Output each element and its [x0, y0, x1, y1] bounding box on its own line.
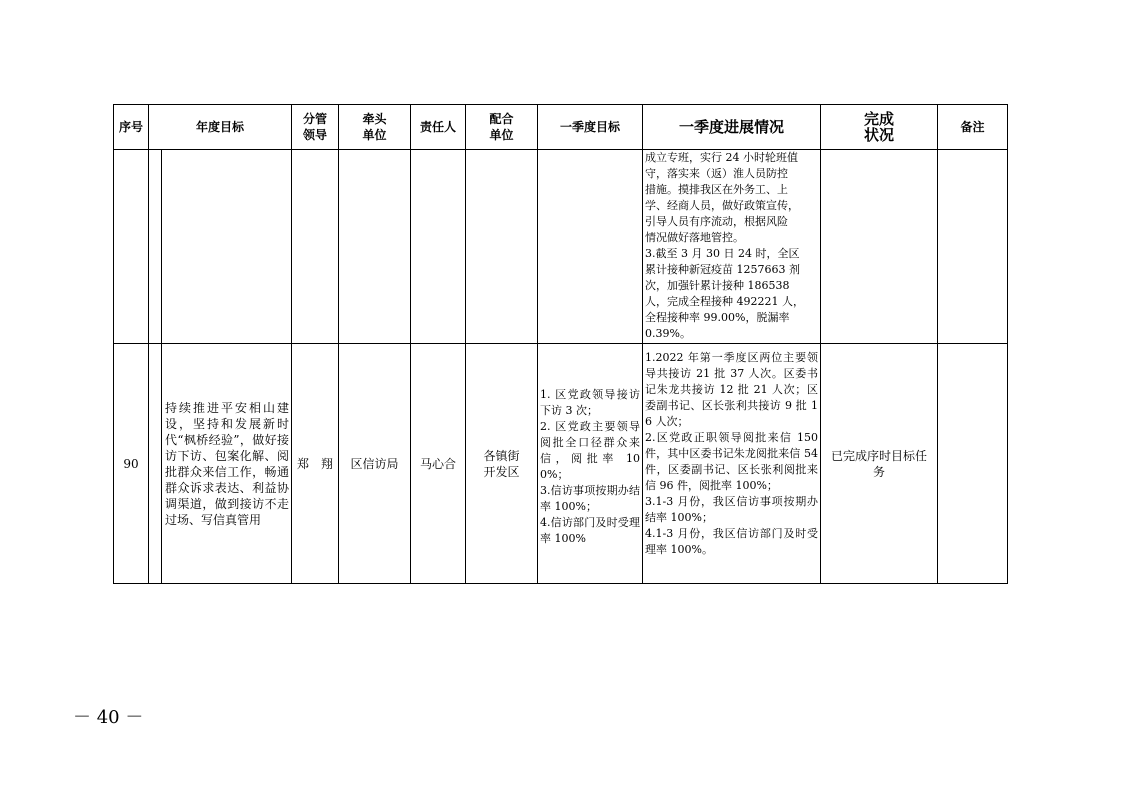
seq-cell: 90 [114, 344, 149, 584]
annual-goal-text: 持续推进平安相山建设，坚持和发展新时代“枫桥经验”，做好接访下访、包案化解、阅批群众来信工作，畅通群众诉求表达、利益协调渠道，做到接访不走过场、写信真管用 [165, 400, 289, 527]
coop-unit-cell [466, 150, 538, 344]
header-q1-progress: 一季度进展情况 [643, 105, 821, 150]
annual-goal-cell [149, 150, 292, 344]
header-q1-goal: 一季度目标 [538, 105, 643, 150]
page-number: － 40 － [73, 707, 144, 728]
header-annual-goal: 年度目标 [149, 105, 292, 150]
progress-text: 成立专班，实行 24 小时轮班值 守，落实来（返）淮人员防控 措施。摸排我区在外务工、上 学、经商人员，做好政策宣传， 引导人员有序流动，根据风险 情况做好落地管控。 3.截至 3 月 30 日 24 时，全区 累计接种新冠疫苗 1257663 剂 次，加强针累计接种 186538 人，完成全程接种 492221 人， 全程接种率 99.00%，脱漏率 0.39%。 [645, 151, 804, 340]
remark-cell [938, 150, 1008, 344]
header-owner: 责任人 [411, 105, 466, 150]
lead-unit-cell [339, 150, 411, 344]
leader-cell [292, 150, 339, 344]
header-leader: 分管 领导 [292, 105, 339, 150]
q1-goal-text: 1. 区党政领导接访下访 3 次； 2. 区党政主要领导阅批全口径群众来信，阅批率 100%； 3.信访事项按期办结率 100%； 4.信访部门及时受理率 100% [540, 387, 640, 545]
seq-cell [114, 150, 149, 344]
task-table [113, 104, 1008, 584]
header-status: 完成 状况 [821, 105, 938, 150]
progress-text: 1.2022 年第一季度区两位主要领导共接访 21 批 37 人次。区委书记朱龙共接访 12 批 21 人次；区委副书记、区长张利共接访 9 批 16 人次； 2.区党政正职领导阅批来信 150 件，其中区委书记朱龙阅批来信 54 件，区委副书记、区长张利阅批来信 96 件，阅批率 100%； 3.1-3 月份，我区信访事项按期办结率 100%； 4.1-3 月份，我区信访部门及时受理率 100%。 [645, 351, 818, 556]
status-cell [821, 150, 938, 344]
header-seq: 序号 [114, 105, 149, 150]
progress-cell [643, 150, 821, 344]
table-row [114, 150, 1008, 344]
remark-cell [938, 344, 1008, 584]
progress-cell [643, 344, 821, 584]
header-remark: 备注 [938, 105, 1008, 150]
leader-cell: 郑 翔 [292, 344, 339, 584]
header-lead-unit: 牵头 单位 [339, 105, 411, 150]
lead-unit-cell: 区信访局 [339, 344, 411, 584]
q1-goal-cell [538, 150, 643, 344]
table-row [114, 344, 1008, 584]
status-cell: 已完成序时目标任务 [821, 344, 938, 584]
annual-goal-cell [149, 344, 292, 584]
q1-goal-cell [538, 344, 643, 584]
coop-unit-cell: 各镇街 开发区 [466, 344, 538, 584]
owner-cell: 马心合 [411, 344, 466, 584]
header-row [114, 105, 1008, 150]
header-coop-unit: 配合 单位 [466, 105, 538, 150]
owner-cell [411, 150, 466, 344]
